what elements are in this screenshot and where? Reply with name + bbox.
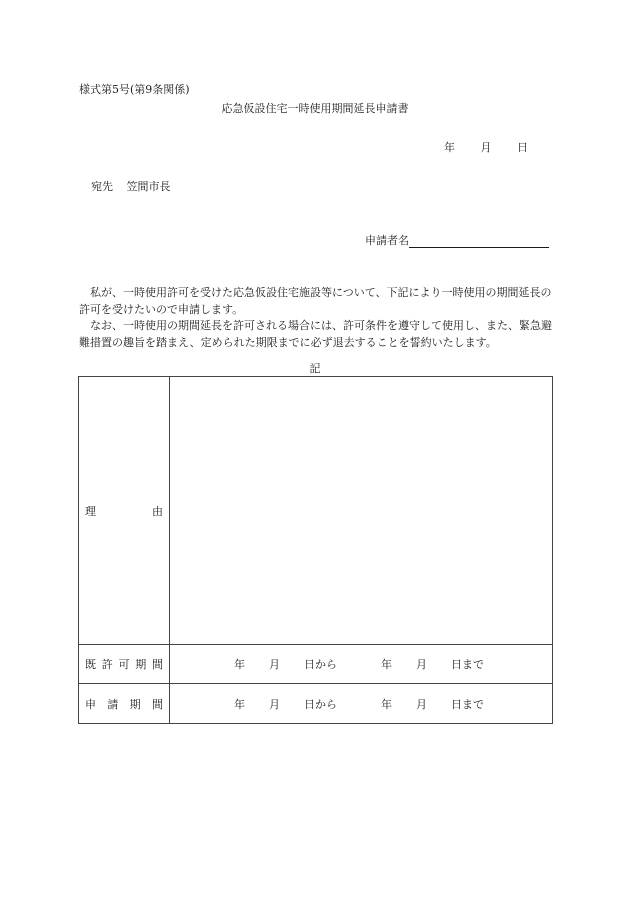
application-table [78, 376, 553, 724]
reason-label-char: 理 [85, 504, 96, 518]
from-month: 月 [269, 658, 280, 671]
reason-label-char: 由 [152, 504, 163, 518]
label-char: 許 [101, 658, 113, 671]
existing-permit-period-row [79, 645, 553, 684]
document-title: 応急仮設住宅一時使用期間延長申請書 [221, 102, 409, 115]
from-year: 年 [234, 658, 245, 671]
reason-input-area[interactable] [170, 377, 553, 645]
reason-row [79, 377, 553, 645]
body-paragraph-1: 私が、一時使用許可を受けた応急仮設住宅施設等について、下記により一時使用の期間延長の許可を受けたいので申請します。 [79, 286, 552, 316]
to-year: 年 [381, 697, 392, 711]
applicant-name-field [365, 232, 549, 248]
applicant-name-blank[interactable] [409, 235, 549, 248]
label-char: 期 [135, 658, 147, 671]
addressee-name: 笠間市長 [126, 180, 171, 193]
existing-permit-period-label [79, 645, 170, 684]
from-year: 年 [234, 697, 245, 711]
form-number: 様式第5号(第9条関係) [79, 83, 190, 96]
addressee-prefix: 宛先 [91, 180, 113, 193]
existing-permit-period-input[interactable] [170, 645, 553, 684]
date-line [422, 139, 528, 155]
applicant-label: 申請者名 [365, 234, 409, 247]
application-period-input[interactable] [170, 684, 553, 724]
from-day: 日から [304, 697, 337, 711]
from-day: 日から [304, 658, 337, 671]
application-period-row [79, 684, 553, 724]
label-char: 申 [85, 697, 96, 711]
date-year: 年 [444, 141, 455, 154]
to-day: 日まで [451, 697, 484, 711]
label-char: 間 [151, 697, 163, 711]
to-month: 月 [416, 697, 427, 711]
label-char: 請 [107, 697, 119, 711]
to-year: 年 [381, 658, 392, 671]
from-month: 月 [269, 697, 280, 711]
date-day: 日 [517, 141, 528, 154]
to-day: 日まで [451, 658, 484, 671]
reason-label [79, 377, 170, 645]
to-month: 月 [416, 658, 427, 671]
label-char: 間 [152, 658, 163, 671]
label-char: 期 [129, 697, 141, 711]
application-period-label [79, 684, 170, 724]
ki-heading: 記 [309, 362, 321, 375]
label-char: 既 [85, 658, 96, 671]
date-month: 月 [480, 141, 492, 154]
addressee [91, 178, 171, 194]
label-char: 可 [118, 658, 130, 671]
body-text [79, 285, 557, 352]
body-paragraph-2: なお、一時使用の期間延長を許可される場合には、許可条件を遵守して使用し、また、緊急避難措置の趣旨を踏まえ、定められた期限までに必ず退去することを誓約いたします。 [79, 319, 552, 350]
